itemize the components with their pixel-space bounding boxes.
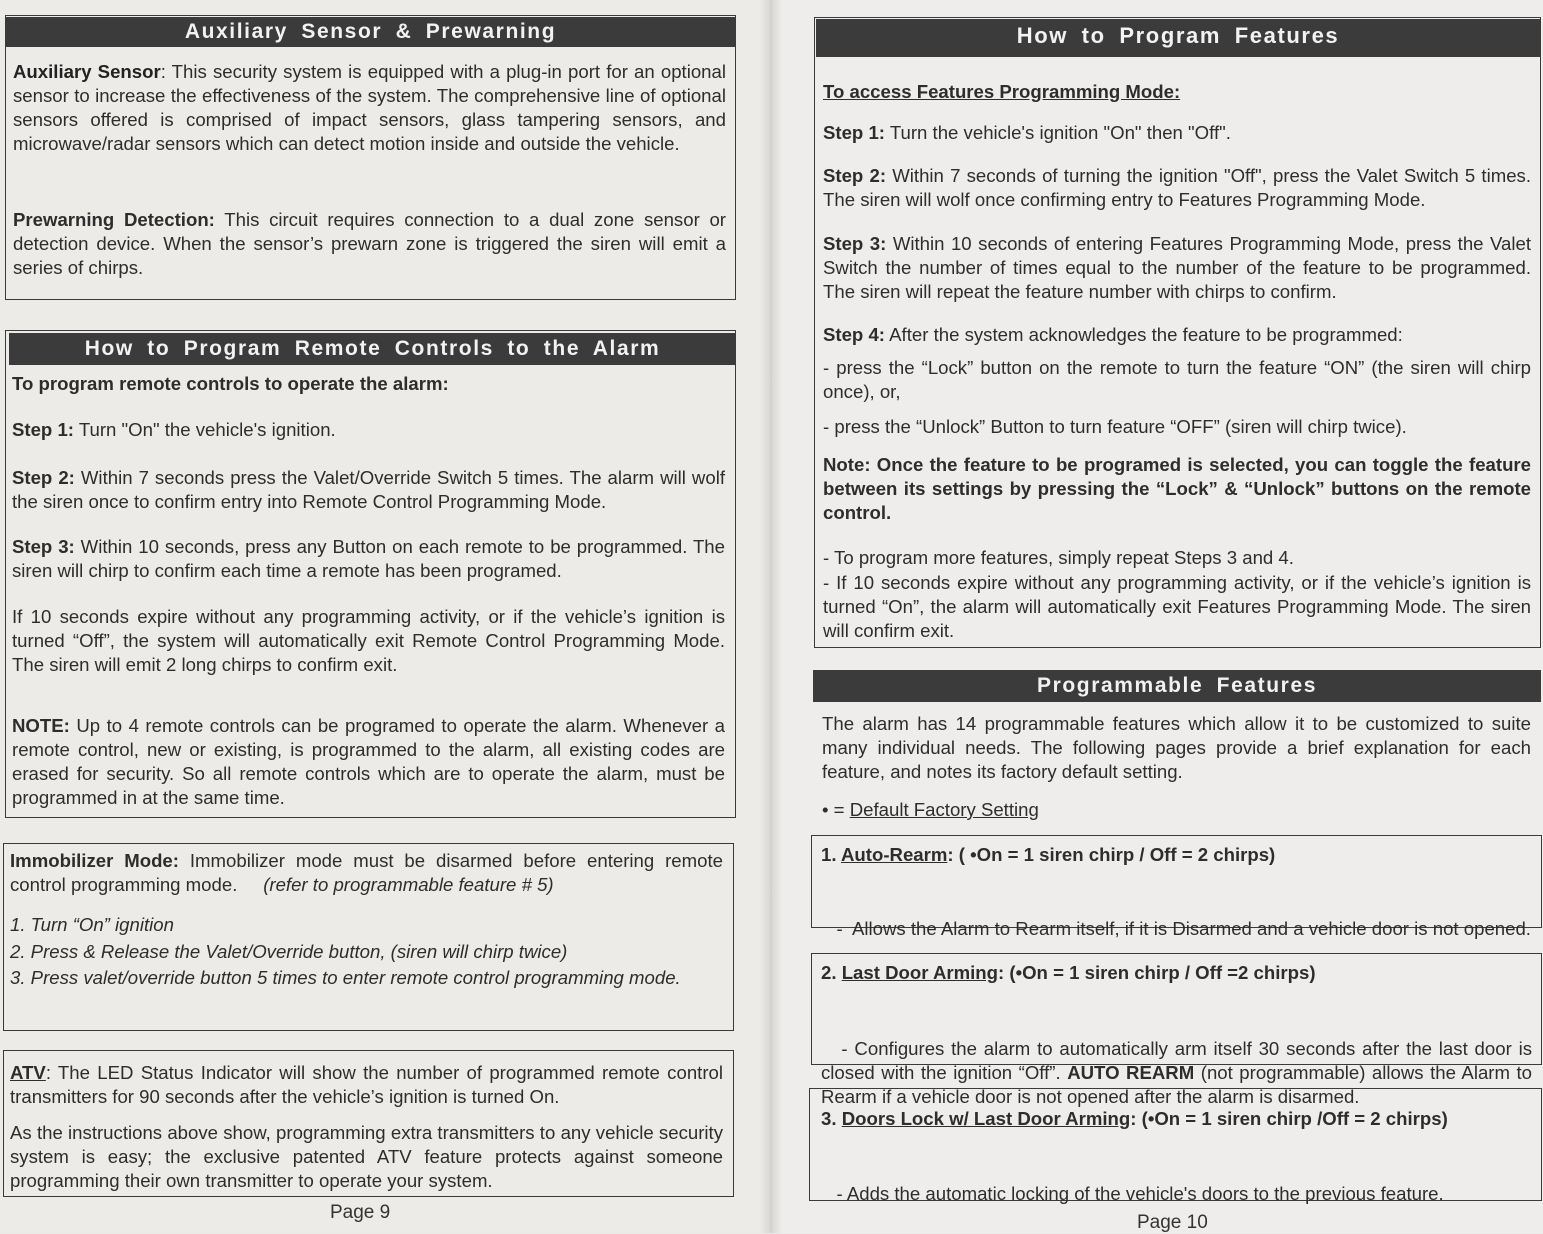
features-step-2: Step 2: Within 7 seconds of turning the ignition "Off", press the Valet Switch 5 times. The siren will wolf once confirming entry to Features Programming Mode. <box>823 165 1531 210</box>
page-number-right: Page 10 <box>1137 1212 1208 1233</box>
feature-3-title: 3. Doors Lock w/ Last Door Arming: (•On = 1 siren chirp /Off = 2 chirps) <box>821 1108 1448 1129</box>
remote-step-3: Step 3: Within 10 seconds, press any Button on each remote to be programmed. The siren will chirp to confirm each time a remote has been programed. <box>12 536 725 581</box>
immobilizer-paragraph: Immobilizer Mode: Immobilizer mode must be disarmed before entering remote control programming mode. (refer to programmable feature # 5) <box>10 850 723 895</box>
atv-label: ATV <box>10 1062 46 1083</box>
remote-expire-text: If 10 seconds expire without any programming activity, or if the vehicle’s ignition is turned “Off”, the system will automatically exit Remote Control Programming Mode. The siren will emit 2 long chirps to confirm exit. <box>12 606 725 675</box>
remote-programming-header: How to Program Remote Controls to the Alarm <box>9 333 736 365</box>
atv-paragraph-2: As the instructions above show, programming extra transmitters to any vehicle security system is easy; the exclusive patented ATV feature protects against someone programming their own transmitter to operate your system. <box>10 1122 723 1191</box>
features-access-title: To access Features Programming Mode: <box>823 81 1181 102</box>
prewarning-paragraph <box>13 208 726 280</box>
book-gutter <box>760 0 782 1233</box>
remote-step-1: Step 1: Turn "On" the vehicle's ignition. <box>12 419 336 440</box>
feature-1-title: 1. Auto-Rearm: ( •On = 1 siren chirp / Off = 2 chirps) <box>821 844 1276 865</box>
prewarning-text: This circuit requires connection to a dual zone sensor or detection device. When the sensor’s prewarn zone is triggered the siren will emit a series of chirps. <box>13 209 726 278</box>
remote-intro: To program remote controls to operate the alarm: <box>12 373 449 394</box>
feature-1-desc: - Allows the Alarm to Rearm itself, if it is Disarmed and a vehicle door is not opened. <box>821 918 1531 939</box>
immobilizer-ref: (refer to programmable feature # 5) <box>263 874 554 895</box>
features-bullet-lock: - press the “Lock” button on the remote to turn the feature “ON” (the siren will chirp once), or, <box>823 357 1531 402</box>
aux-sensor-text: : This security system is equipped with a plug-in port for an optional sensor to increase the effectiveness of the system. The comprehensive line of optional sensors offered is comprised of impact sensors, glass tampering sensors, and microwave/radar sensors which can detect motion inside and outside the vehicle. <box>13 61 726 154</box>
remote-note: NOTE: Up to 4 remote controls can be programed to operate the alarm. Whenever a remote control, new or existing, is programmed to the alarm, all existing codes are erased for security. So all remote controls which are to operate the alarm, must be programmed in at the same time. <box>12 715 725 808</box>
feature-2-title: 2. Last Door Arming: (•On = 1 siren chirp / Off =2 chirps) <box>821 962 1316 983</box>
atv-paragraph: ATV: The LED Status Indicator will show the number of programmed remote control transmitters for 90 seconds after the vehicle’s ignition is turned On. <box>10 1062 723 1107</box>
features-bullet-unlock: - press the “Unlock” Button to turn feature “OFF” (siren will chirp twice). <box>823 416 1407 437</box>
features-programming-header: How to Program Features <box>816 19 1540 57</box>
aux-sensor-header: Auxiliary Sensor & Prewarning <box>6 17 735 47</box>
programmable-features-header: Programmable Features <box>813 670 1541 702</box>
programmable-intro: The alarm has 14 programmable features which allow it to be customized to suite many individual needs. The following pages provide a brief explanation for each feature, and notes its factory default setting. <box>822 713 1531 782</box>
page-number-left: Page 9 <box>330 1202 391 1223</box>
prewarning-label: Prewarning Detection: <box>13 209 215 230</box>
features-note: Note: Once the feature to be programed is selected, you can toggle the feature between its settings by pressing the “Lock” & “Unlock” buttons on the remote control. <box>823 454 1531 523</box>
immobilizer-step-3: 3. Press valet/override button 5 times to enter remote control programming mode. <box>10 967 681 988</box>
aux-sensor-label: Auxiliary Sensor <box>13 61 161 82</box>
default-setting-legend: • = Default Factory Setting <box>822 799 1039 820</box>
features-more: - To program more features, simply repeat Steps 3 and 4. <box>823 547 1294 568</box>
features-expire: - If 10 seconds expire without any programming activity, or if the vehicle’s ignition is turned “On”, the alarm will automatically exit Features Programming Mode. The siren will confirm exit. <box>823 572 1531 641</box>
feature-2-desc: - Configures the alarm to automatically arm itself 30 seconds after the last door is closed with the ignition “Off”. AUTO REARM (not programmable) allows the Alarm to Rearm if a vehicle door is not opened after the alarm is disarmed. <box>821 1038 1538 1107</box>
immobilizer-step-2: 2. Press & Release the Valet/Override button, (siren will chirp twice) <box>10 941 568 962</box>
features-step-3: Step 3: Within 10 seconds of entering Features Programming Mode, press the Valet Switch the number of times equal to the number of the feature to be programmed. The siren will repeat the feature number with chirps to confirm. <box>823 233 1531 302</box>
remote-step-2: Step 2: Within 7 seconds press the Valet/Override Switch 5 times. The alarm will wolf the siren once to confirm entry into Remote Control Programming Mode. <box>12 467 725 512</box>
features-step-1: Step 1: Turn the vehicle's ignition "On" then "Off". <box>823 122 1231 143</box>
aux-sensor-paragraph <box>13 60 726 156</box>
immobilizer-step-1: 1. Turn “On” ignition <box>10 914 174 935</box>
feature-3-desc: - Adds the automatic locking of the vehicle's doors to the previous feature. <box>821 1183 1444 1204</box>
features-step-4: Step 4: After the system acknowledges the feature to be programmed: <box>823 324 1403 345</box>
